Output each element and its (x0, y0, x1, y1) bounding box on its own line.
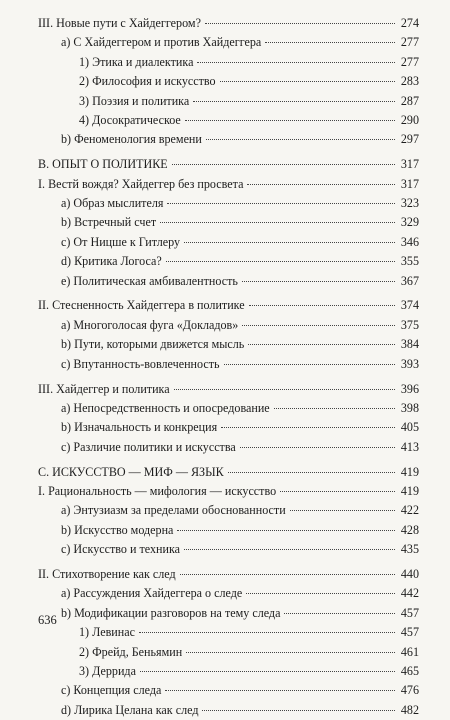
toc-entry[interactable] (38, 175, 419, 194)
dot-leader (202, 710, 395, 711)
toc-entry[interactable] (38, 233, 419, 252)
dot-leader (172, 164, 395, 165)
dot-leader (228, 472, 395, 473)
dot-leader (220, 81, 395, 82)
toc-entry-page: 317 (400, 176, 419, 191)
toc-entry-page: 413 (400, 439, 419, 454)
table-of-contents (38, 14, 419, 720)
toc-entry[interactable] (38, 701, 419, 720)
toc-entry-title: d) Критика Логоса? (61, 254, 162, 269)
dot-leader (186, 652, 395, 653)
toc-entry-title: 2) Философия и искусство (79, 74, 216, 89)
toc-entry-page: 442 (400, 586, 419, 601)
dot-leader (290, 510, 395, 511)
toc-entry-title: III. Новые пути с Хайдеггером? (38, 16, 201, 30)
toc-entry[interactable] (38, 130, 419, 149)
dot-leader (184, 242, 395, 243)
dot-leader (165, 690, 395, 691)
toc-entry-title: I. Вестй вождя? Хайдеггер без просвета (38, 176, 244, 191)
dot-leader (247, 184, 395, 185)
toc-entry-title: a) Рассуждения Хайдеггера о следе (61, 586, 243, 601)
toc-entry[interactable] (38, 643, 419, 662)
toc-entry[interactable] (38, 662, 419, 681)
dot-leader (221, 427, 395, 428)
dot-leader (166, 261, 395, 262)
toc-entry-page: 274 (400, 16, 419, 30)
toc-entry-title: II. Стесненность Хайдеггера в политике (38, 298, 245, 313)
dot-leader (185, 120, 395, 121)
toc-entry-page: 482 (400, 702, 419, 717)
dot-leader (284, 613, 395, 614)
toc-entry-page: 374 (400, 298, 419, 313)
toc-entry-title: e) Политическая амбивалентность (61, 273, 238, 288)
toc-entry-title: II. Стихотворение как след (38, 567, 176, 582)
toc-entry-title: b) Пути, которыми движется мысль (61, 337, 245, 352)
toc-entry-page: 277 (400, 35, 419, 50)
dot-leader (249, 305, 395, 306)
toc-entry[interactable] (38, 418, 419, 437)
toc-entry-page: 419 (400, 464, 419, 479)
toc-group (38, 296, 419, 374)
toc-entry-title: 2) Фрейд, Беньямин (79, 644, 183, 659)
toc-entry[interactable] (38, 72, 419, 91)
toc-entry[interactable] (38, 681, 419, 700)
toc-entry-title: a) Энтузиазм за пределами обоснованности (61, 503, 286, 518)
toc-entry-title: 3) Деррида (79, 664, 136, 678)
toc-entry-page: 440 (400, 567, 419, 582)
toc-entry-page: 375 (400, 317, 419, 332)
dot-leader (160, 222, 395, 223)
toc-entry-page: 457 (400, 625, 419, 640)
toc-entry[interactable] (38, 355, 419, 374)
dot-leader (265, 42, 395, 43)
toc-entry-title: C. ИСКУССТВО — МИФ — ЯЗЫК (38, 464, 224, 479)
toc-entry[interactable] (38, 213, 419, 232)
toc-entry[interactable] (38, 463, 419, 482)
toc-entry-page: 384 (400, 337, 419, 352)
toc-entry[interactable] (38, 584, 419, 603)
toc-group (38, 14, 419, 150)
toc-entry[interactable] (38, 53, 419, 72)
toc-entry[interactable] (38, 501, 419, 520)
dot-leader (274, 408, 395, 409)
toc-entry[interactable] (38, 155, 419, 174)
toc-entry-title: b) Изначальность и конкреция (61, 420, 218, 435)
toc-entry-title: III. Хайдеггер и политика (38, 381, 170, 396)
toc-entry-title: I. Рациональность — мифология — искусство (38, 483, 277, 498)
toc-entry-page: 398 (400, 400, 419, 415)
toc-entry-page: 393 (400, 356, 419, 371)
toc-entry[interactable] (38, 380, 419, 399)
toc-entry-page: 329 (400, 215, 419, 230)
toc-entry-title: 1) Левинас (79, 625, 135, 640)
toc-entry-page: 476 (400, 683, 419, 698)
dot-leader (140, 671, 395, 672)
page-number: 636 (38, 613, 57, 627)
toc-entry-title: c) Различие политики и искусства (61, 439, 236, 454)
dot-leader (184, 549, 395, 550)
toc-entry[interactable] (38, 92, 419, 111)
toc-entry-page: 405 (400, 420, 419, 435)
toc-entry[interactable] (38, 296, 419, 315)
toc-entry-title: 4) Досократическое (79, 112, 181, 127)
toc-entry-title: a) С Хайдеггером и против Хайдеггера (61, 35, 262, 50)
dot-leader (180, 574, 395, 575)
dot-leader (193, 101, 395, 102)
toc-entry-title: a) Многоголосая фуга «Докладов» (61, 317, 239, 332)
toc-entry-page: 461 (400, 644, 419, 659)
dot-leader (206, 139, 395, 140)
toc-entry-title: a) Образ мыслителя (61, 196, 164, 211)
toc-entry-page: 457 (400, 605, 419, 620)
toc-entry-title: b) Встречный счет (61, 215, 157, 230)
toc-entry-page: 317 (400, 157, 419, 172)
toc-entry-title: c) Искусство и техника (61, 542, 181, 557)
toc-group (38, 155, 419, 291)
toc-entry-title: a) Непосредственность и опосредование (61, 400, 270, 415)
toc-entry[interactable] (38, 111, 419, 130)
toc-entry[interactable] (38, 521, 419, 540)
toc-entry-title: B. ОПЫТ О ПОЛИТИКЕ (38, 157, 168, 172)
toc-entry-page: 283 (400, 74, 419, 89)
toc-group (38, 463, 419, 560)
toc-entry[interactable] (38, 252, 419, 271)
toc-entry-page: 355 (400, 254, 419, 269)
toc-entry[interactable] (38, 482, 419, 501)
dot-leader (242, 325, 395, 326)
toc-group (38, 565, 419, 720)
toc-entry-title: c) Концепция следа (61, 683, 162, 698)
toc-entry-page: 287 (400, 93, 419, 108)
toc-entry-page: 422 (400, 503, 419, 518)
toc-entry-page: 396 (400, 381, 419, 396)
toc-entry[interactable] (38, 33, 419, 52)
toc-entry[interactable] (38, 438, 419, 457)
toc-entry-title: c) Впутанность-вовлеченность (61, 356, 220, 371)
toc-entry[interactable] (38, 540, 419, 559)
toc-entry-page: 428 (400, 522, 419, 537)
toc-entry-title: b) Феноменология времени (61, 132, 202, 147)
toc-entry-page: 277 (400, 54, 419, 69)
toc-entry[interactable] (38, 604, 419, 623)
toc-entry-title: 3) Поэзия и политика (79, 93, 190, 108)
dot-leader (248, 344, 395, 345)
dot-leader (205, 23, 395, 24)
toc-entry-title: 1) Этика и диалектика (79, 54, 194, 69)
toc-entry-page: 346 (400, 234, 419, 249)
toc-entry-page: 367 (400, 273, 419, 288)
dot-leader (280, 491, 395, 492)
toc-entry-title: d) Лирика Целана как след (61, 702, 199, 717)
dot-leader (197, 62, 395, 63)
toc-entry-page: 290 (400, 112, 419, 127)
toc-entry[interactable] (38, 316, 419, 335)
dot-leader (224, 364, 395, 365)
dot-leader (167, 203, 395, 204)
toc-entry[interactable] (38, 623, 419, 642)
toc-entry-title: b) Искусство модерна (61, 522, 174, 537)
dot-leader (177, 530, 395, 531)
toc-entry[interactable] (38, 272, 419, 291)
toc-entry-page: 435 (400, 542, 419, 557)
dot-leader (246, 593, 395, 594)
toc-entry-page: 323 (400, 196, 419, 211)
dot-leader (242, 281, 395, 282)
dot-leader (139, 632, 395, 633)
toc-entry[interactable] (38, 399, 419, 418)
toc-entry[interactable] (38, 335, 419, 354)
toc-entry-page: 465 (400, 664, 419, 678)
toc-entry-page: 297 (400, 132, 419, 147)
toc-entry-title: c) От Ницше к Гитлеру (61, 234, 181, 249)
dot-leader (240, 447, 395, 448)
toc-entry[interactable] (38, 14, 419, 33)
toc-entry[interactable] (38, 565, 419, 584)
toc-entry-title: b) Модификации разговоров на тему следа (61, 605, 281, 620)
dot-leader (174, 389, 395, 390)
toc-group (38, 380, 419, 458)
toc-entry[interactable] (38, 194, 419, 213)
toc-entry-page: 419 (400, 483, 419, 498)
